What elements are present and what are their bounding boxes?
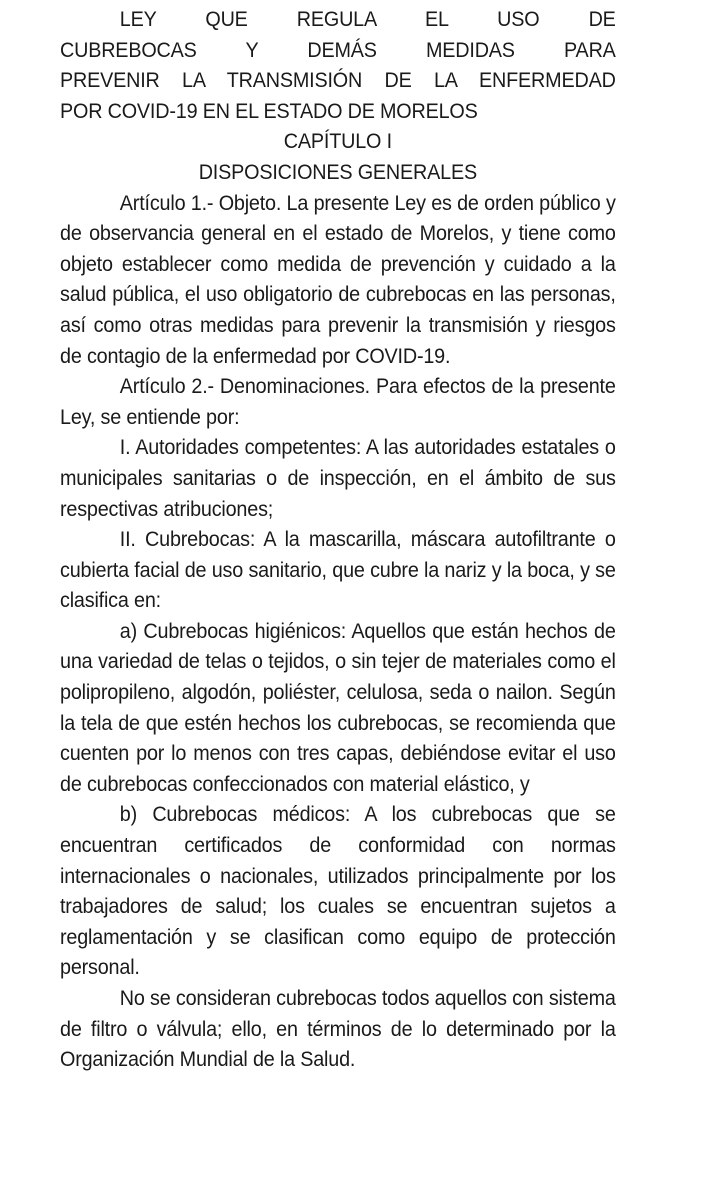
definition-a-paragraph: a) Cubrebocas higiénicos: Aquellos que están hechos de una variedad de telas o tejidos, o sin tejer de materiales como el polipropileno, algodón, poliéster, celulosa, seda o nailon. Según la tela de que estén hechos los cubrebocas, se recomienda que cuenten por lo menos con tres capas, debiéndose evitar el uso de cubrebocas confeccionados con material elástico, y [60, 618, 616, 796]
chapter-title: DISPOSICIONES GENERALES [198, 159, 477, 184]
law-title [60, 4, 616, 126]
law-title-line: CUBREBOCAS Y DEMÁS MEDIDAS PARA [60, 37, 616, 62]
document-page [60, 4, 616, 1075]
article-1-paragraph: Artículo 1.- Objeto. La presente Ley es de orden público y de observancia general en el estado de Morelos, y tiene como objeto establecer como medida de prevención y cuidado a la salud pública, el uso obligatorio de cubrebocas en las personas, así como otras medidas para prevenir la transmisión y riesgos de contagio de la enfermedad por COVID-19. [60, 190, 616, 368]
article-2-paragraph: Artículo 2.- Denominaciones. Para efectos de la presente Ley, se entiende por: [60, 374, 616, 429]
chapter-heading: CAPÍTULO I [283, 129, 392, 154]
law-title-line: LEY QUE REGULA EL USO DE [119, 7, 616, 31]
definition-b-paragraph: b) Cubrebocas médicos: A los cubrebocas que se encuentran certificados de conformidad con normas internacionales o nacionales, utilizados principalmente por los trabajadores de salud; los cuales se encuentran sujetos a reglamentación y se clasifican como equipo de protección personal. [60, 802, 616, 980]
definition-ii-paragraph: II. Cubrebocas: A la mascarilla, máscara autofiltrante o cubierta facial de uso sanitario, que cubre la nariz y la boca, y se clasifica en: [60, 527, 616, 613]
law-title-line: POR COVID-19 EN EL ESTADO DE MORELOS [60, 98, 478, 123]
definition-i-paragraph: I. Autoridades competentes: A las autoridades estatales o municipales sanitarias o de inspección, en el ámbito de sus respectivas atribuciones; [60, 435, 616, 521]
exclusion-paragraph: No se consideran cubrebocas todos aquellos con sistema de filtro o válvula; ello, en términos de lo determinado por la Organización Mundial de la Salud. [60, 986, 616, 1072]
law-title-line: PREVENIR LA TRANSMISIÓN DE LA ENFERMEDAD [60, 68, 616, 93]
